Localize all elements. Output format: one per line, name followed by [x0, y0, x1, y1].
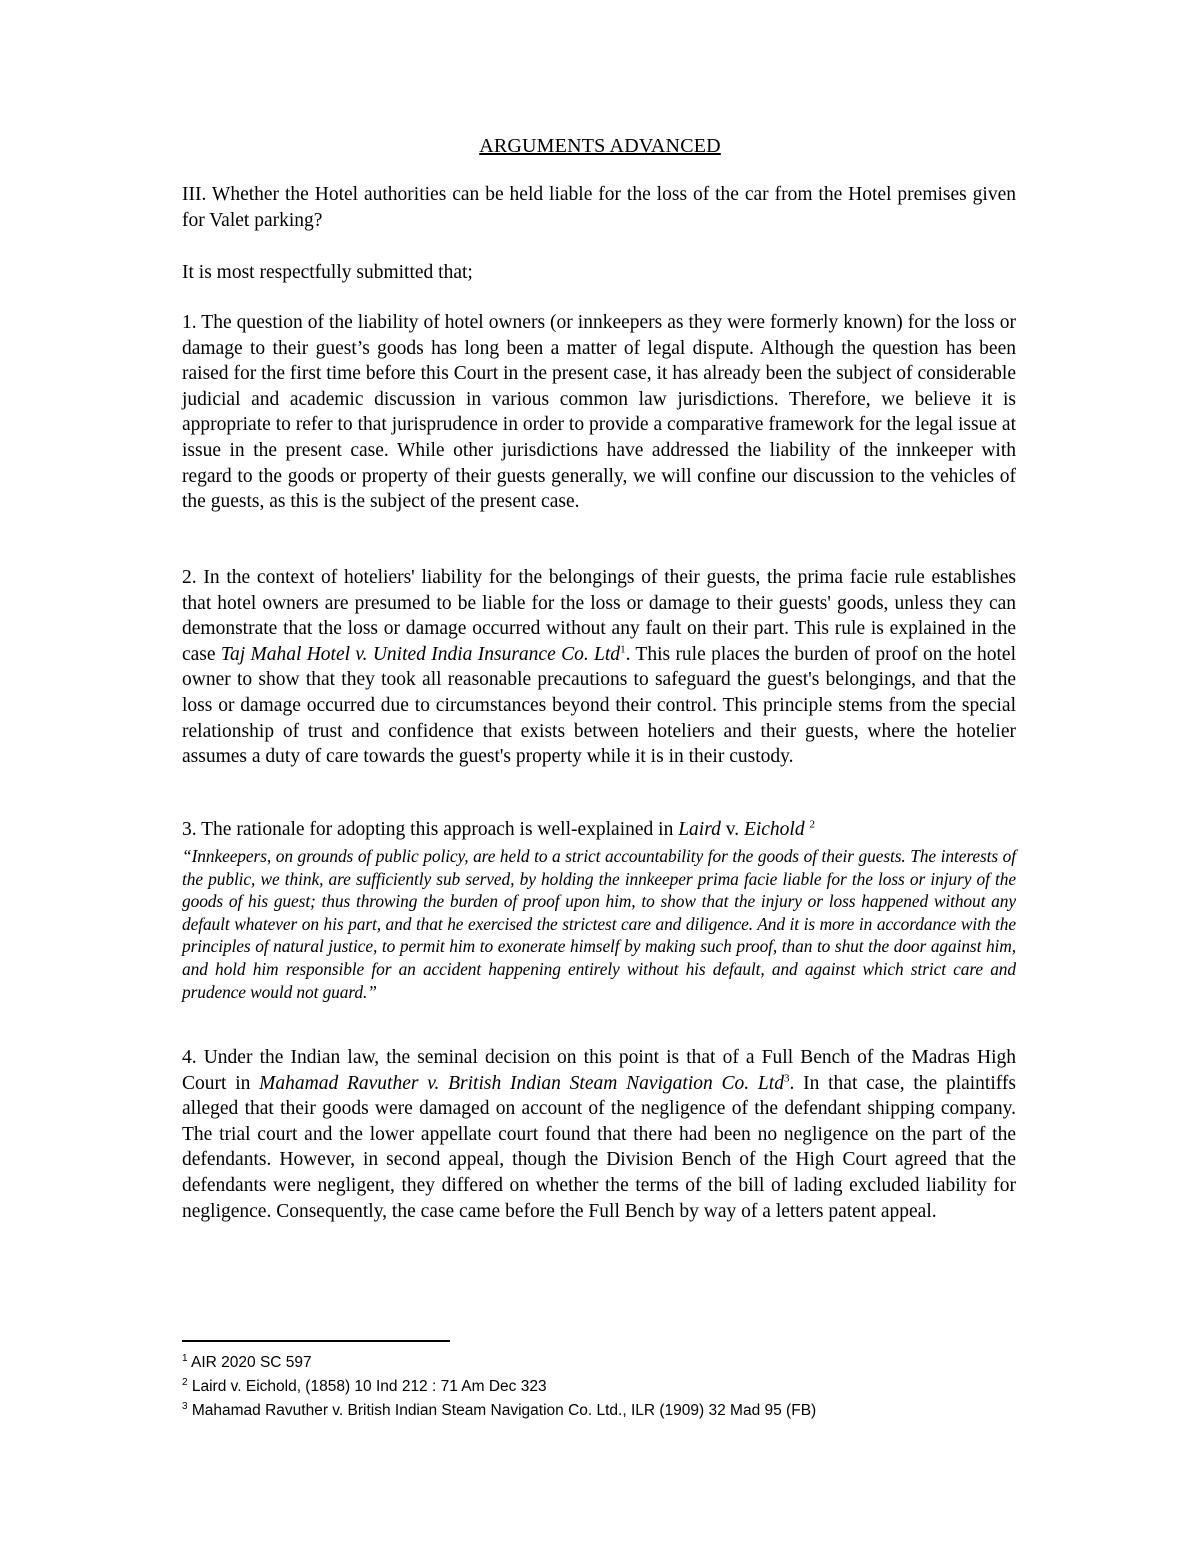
paragraph-3-text: 3. The rationale for adopting this approach is well-explained in: [182, 819, 679, 840]
footnote-ref: 2: [809, 818, 815, 831]
footnote-number: 3: [182, 1400, 188, 1412]
paragraph-2-text-b: . This rule places the burden of proof on the hotel owner to show that they took all reasonable precautions to safeguard the guest's belongings, and that the loss or damage occurred due to circumstances beyond their control. This principle stems from the special relationship of trust and confidence that exists between hoteliers and their guests, where the hotelier assumes a duty of care towards the guest's property while it is in their custody.: [182, 643, 1016, 768]
case-citation: Eichold: [743, 819, 805, 840]
paragraph-4: [182, 1045, 1016, 1224]
footnote-text: AIR 2020 SC 597: [191, 1354, 312, 1371]
case-citation: Mahamad Ravuther v. British Indian Steam Navigation Co. Ltd: [259, 1072, 784, 1094]
footnote-text: Laird v. Eichold, (1858) 10 Ind 212 : 71 Am Dec 323: [191, 1378, 547, 1395]
versus-text: v.: [720, 819, 744, 840]
intro-line: It is most respectfully submitted that;: [182, 262, 473, 283]
paragraph-3: [182, 817, 1016, 843]
paragraph-4-text-b: . In that case, the plaintiffs alleged that their goods were damaged on account of the negligence of the defendant shipping company. The trial court and the lower appellate court found that there had been no negligence on the part of the defendants. However, in second appeal, though the Division Bench of the High Court agreed that the defendants were negligent, they differed on whether the terms of the bill of lading excluded liability for negligence. Consequently, the case came before the Full Bench by way of a letters patent appeal.: [182, 1072, 1016, 1222]
footnote-1: [182, 1352, 1002, 1374]
footnote-number: 1: [182, 1352, 188, 1364]
paragraph-4-text-a: 4. Under the Indian law, the seminal decision on this point is that of a Full Bench of the Madras High Court in: [182, 1047, 1016, 1094]
block-quote: “Innkeepers, on grounds of public policy, are held to a strict accountability for the goods of their guests. The interests of the public, we think, are sufficiently sub served, by holding the innkeeper prima facie liable for the loss or injury of the goods of his guest; thus throwing the burden of proof upon him, to show that the injury or loss happened without any default whatever on his part, and that he exercised the strictest care and diligence. And it is more in accordance with the principles of natural justice, to permit him to exonerate himself by making such proof, than to shut the door against him, and hold him responsible for an accident happening entirely without his default, and against which strict care and prudence would not guard.”: [182, 846, 1016, 1002]
paragraph-1: 1. The question of the liability of hotel owners (or innkeepers as they were formerly known) for the loss or damage to their guest’s goods has long been a matter of legal dispute. Although the question has been raised for the first time before this Court in the present case, it has already been the subject of considerable judicial and academic discussion in various common law jurisdictions. Therefore, we believe it is appropriate to refer to that jurisprudence in order to provide a comparative framework for the legal issue at issue in the present case. While other jurisdictions have addressed the liability of the innkeeper with regard to the goods or property of their guests generally, we will confine our discussion to the vehicles of the guests, as this is the subject of the present case.: [182, 312, 1016, 513]
paragraph-2-text-a: 2. In the context of hoteliers' liability for the belongings of their guests, the prima facie rule establishes that hotel owners are presumed to be liable for the loss or damage to their guests' goods, unless they can demonstrate that the loss or damage occurred without any fault on their part. This rule is explained in the case: [182, 567, 1016, 665]
case-citation: Taj Mahal Hotel v. United India Insurance Co. Ltd: [220, 643, 621, 665]
footnote-ref: 3: [783, 1072, 790, 1085]
footnote-3: [182, 1400, 1002, 1422]
issue-question: III. Whether the Hotel authorities can be held liable for the loss of the car from the Hotel premises given for Valet parking?: [182, 184, 1016, 231]
paragraph-2: [182, 565, 1016, 770]
footnote-divider: [182, 1340, 450, 1342]
footnote-text: Mahamad Ravuther v. British Indian Steam Navigation Co. Ltd., ILR (1909) 32 Mad 95 (FB): [191, 1402, 817, 1419]
footnote-number: 2: [182, 1376, 188, 1388]
case-citation: Laird: [678, 819, 721, 840]
page-title: ARGUMENTS ADVANCED: [479, 135, 721, 157]
footnote-ref: 1: [620, 643, 626, 656]
footnote-2: [182, 1376, 1002, 1398]
